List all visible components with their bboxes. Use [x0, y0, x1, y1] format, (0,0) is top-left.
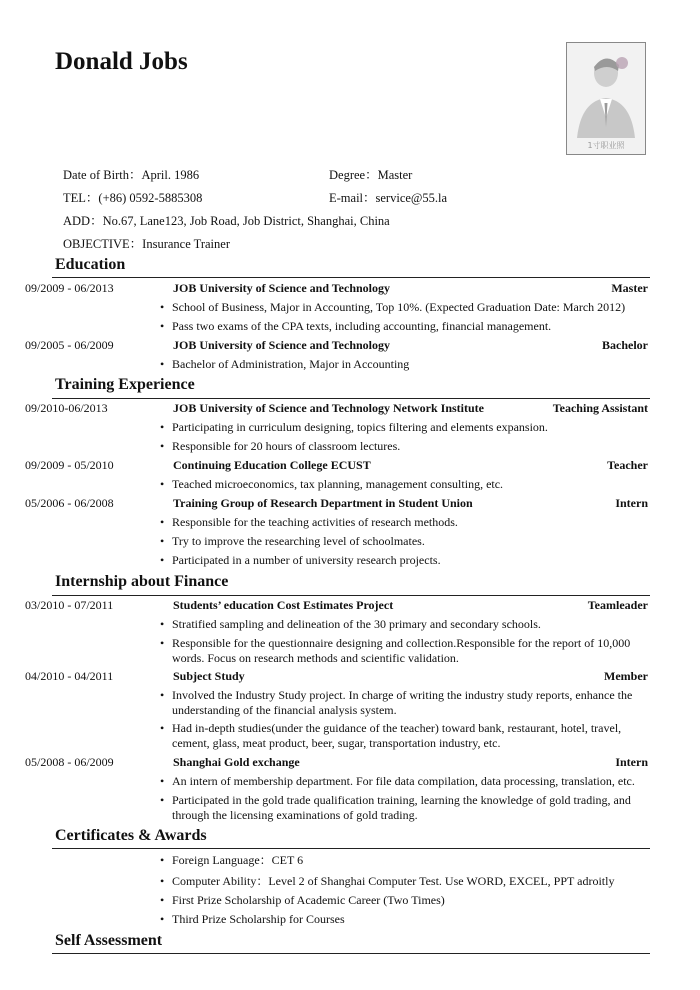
entry-role: Intern: [615, 496, 648, 510]
entry-organization: JOB University of Science and Technology: [173, 338, 391, 352]
bullet-text: Computer Ability：Level 2 of Shanghai Computer Test. Use WORD, EXCEL, PPT adroitly: [172, 874, 615, 888]
bullet-item: [160, 893, 648, 908]
bullet-dot-icon: •: [160, 319, 165, 333]
bullet-text: Responsible for the teaching activities of research methods.: [172, 515, 458, 529]
tel-field: [63, 188, 202, 206]
dob-field: [63, 165, 199, 183]
section-title-self_assessment: Self Assessment: [55, 932, 163, 949]
dob-label: Date of Birth：: [63, 168, 142, 182]
bullet-dot-icon: •: [160, 357, 165, 371]
entry-role: Intern: [615, 755, 648, 769]
bullet-dot-icon: •: [160, 420, 165, 434]
bullet-item: [160, 420, 648, 435]
bullet-text: Responsible for the questionnaire designing and collection.Responsible for the report of 10,000 words. Focus on research methods and scientific validation.: [172, 636, 631, 665]
entry-date: 09/2010-06/2013: [25, 401, 108, 415]
section-divider: [52, 398, 650, 399]
entry-role: Member: [604, 669, 648, 683]
entry-organization: JOB University of Science and Technology Network Institute: [173, 401, 485, 415]
bullet-item: [160, 793, 648, 822]
entry-date: 09/2009 - 06/2013: [25, 281, 114, 295]
entry-role: Master: [611, 281, 648, 295]
entry-date: 09/2009 - 05/2010: [25, 458, 114, 472]
bullet-item: [160, 515, 648, 530]
bullet-text: Bachelor of Administration, Major in Accounting: [172, 357, 410, 371]
bullet-text: Had in-depth studies(under the guidance of the teacher) toward bank, restaurant, hotel, travel, cement, glass, meat product, beer, sugar, transportation industry, etc.: [172, 721, 622, 750]
tel-value: (+86) 0592-5885308: [98, 191, 203, 205]
entry-header: [0, 598, 648, 614]
person-silhouette-icon: [567, 43, 645, 154]
entry-organization: Continuing Education College ECUST: [173, 458, 371, 472]
section-title-training: Training Experience: [55, 376, 195, 393]
bullet-text: Participated in a number of university research projects.: [172, 553, 441, 567]
photo-caption: 1寸职业照: [587, 141, 625, 150]
section-divider: [52, 595, 650, 596]
entry-role: Teaching Assistant: [552, 401, 648, 415]
entry-header: [0, 281, 648, 297]
bullet-dot-icon: •: [160, 300, 165, 314]
tel-label: TEL：: [63, 191, 99, 205]
bullet-item: [160, 912, 648, 927]
bullet-dot-icon: •: [160, 636, 165, 650]
bullet-text: Teached microeconomics, tax planning, management consulting, etc.: [172, 477, 504, 491]
entry-date: 03/2010 - 07/2011: [25, 598, 114, 612]
entry-date: 04/2010 - 04/2011: [25, 669, 114, 683]
section-divider: [52, 848, 650, 849]
entry-date: 05/2006 - 06/2008: [25, 496, 114, 510]
section-divider: [52, 277, 650, 278]
bullet-dot-icon: •: [160, 793, 165, 807]
bullet-dot-icon: •: [160, 688, 165, 702]
email-field: [329, 188, 447, 206]
bullet-item: [160, 874, 648, 889]
degree-field: [329, 165, 412, 183]
bullet-item: [160, 721, 648, 750]
bullet-item: [160, 688, 648, 717]
email-value: service@55.la: [375, 191, 448, 205]
bullet-text: School of Business, Major in Accounting, Top 10%. (Expected Graduation Date: March 2012): [172, 300, 626, 314]
degree-label: Degree：: [329, 168, 378, 182]
bullet-text: Pass two exams of the CPA texts, including accounting, financial management.: [172, 319, 552, 333]
bullet-item: [160, 853, 648, 868]
bullet-text: An intern of membership department. For file data compilation, data processing, translation, etc.: [172, 774, 635, 788]
entry-header: [0, 496, 648, 512]
bullet-item: [160, 774, 648, 789]
entry-header: [0, 401, 648, 417]
bullet-dot-icon: •: [160, 515, 165, 529]
bullet-item: [160, 477, 648, 492]
objective-field: [63, 234, 230, 252]
bullet-text: Participating in curriculum designing, topics filtering and elements expansion.: [172, 420, 548, 434]
bullet-item: [160, 300, 648, 315]
bullet-text: Foreign Language：CET 6: [172, 853, 304, 867]
address-label: ADD：: [63, 214, 103, 228]
bullet-item: [160, 319, 648, 334]
email-label: E-mail：: [329, 191, 376, 205]
entry-date: 05/2008 - 06/2009: [25, 755, 114, 769]
bullet-text: Involved the Industry Study project. In charge of writing the industry study reports, enhance the understanding of the financial analysis system.: [172, 688, 633, 717]
bullet-item: [160, 617, 648, 632]
entry-header: [0, 458, 648, 474]
bullet-item: [160, 534, 648, 549]
bullet-text: Stratified sampling and delineation of the 30 primary and secondary schools.: [172, 617, 541, 631]
address-value: No.67, Lane123, Job Road, Job District, Shanghai, China: [102, 214, 390, 228]
entry-organization: Shanghai Gold exchange: [173, 755, 300, 769]
section-divider: [52, 953, 650, 954]
entry-header: [0, 338, 648, 354]
dob-value: April. 1986: [141, 168, 200, 182]
section-title-certificates: Certificates & Awards: [55, 827, 207, 844]
objective-label: OBJECTIVE：: [63, 237, 143, 251]
entry-date: 09/2005 - 06/2009: [25, 338, 114, 352]
candidate-name: Donald Jobs: [55, 48, 188, 75]
bullet-dot-icon: •: [160, 617, 165, 631]
objective-value: Insurance Trainer: [142, 237, 230, 251]
entry-header: [0, 669, 648, 685]
bullet-dot-icon: •: [160, 774, 165, 788]
entry-header: [0, 755, 648, 771]
bullet-dot-icon: •: [160, 534, 165, 548]
entry-organization: Students’ education Cost Estimates Project: [173, 598, 394, 612]
bullet-item: [160, 357, 648, 372]
bullet-dot-icon: •: [160, 912, 165, 926]
bullet-text: Participated in the gold trade qualification training, learning the knowledge of gold trading, and through the licensing examinations of gold trading.: [172, 793, 631, 822]
section-title-education: Education: [55, 256, 126, 273]
bullet-item: [160, 439, 648, 454]
bullet-item: [160, 636, 648, 665]
bullet-text: First Prize Scholarship of Academic Career (Two Times): [172, 893, 445, 907]
degree-value: Master: [377, 168, 413, 182]
section-title-internship: Internship about Finance: [55, 573, 229, 590]
entry-organization: JOB University of Science and Technology: [173, 281, 391, 295]
entry-organization: Training Group of Research Department in Student Union: [173, 496, 473, 510]
entry-organization: Subject Study: [173, 669, 245, 683]
bullet-dot-icon: •: [160, 439, 165, 453]
entry-role: Bachelor: [602, 338, 648, 352]
profile-photo: [566, 42, 646, 155]
bullet-text: Third Prize Scholarship for Courses: [172, 912, 345, 926]
bullet-dot-icon: •: [160, 477, 165, 491]
bullet-text: Responsible for 20 hours of classroom lectures.: [172, 439, 401, 453]
bullet-dot-icon: •: [160, 853, 165, 867]
bullet-dot-icon: •: [160, 874, 165, 888]
bullet-dot-icon: •: [160, 553, 165, 567]
bullet-dot-icon: •: [160, 893, 165, 907]
entry-role: Teacher: [607, 458, 648, 472]
bullet-item: [160, 553, 648, 568]
address-field: [63, 211, 390, 229]
bullet-dot-icon: •: [160, 721, 165, 735]
entry-role: Teamleader: [587, 598, 648, 612]
bullet-text: Try to improve the researching level of schoolmates.: [172, 534, 425, 548]
